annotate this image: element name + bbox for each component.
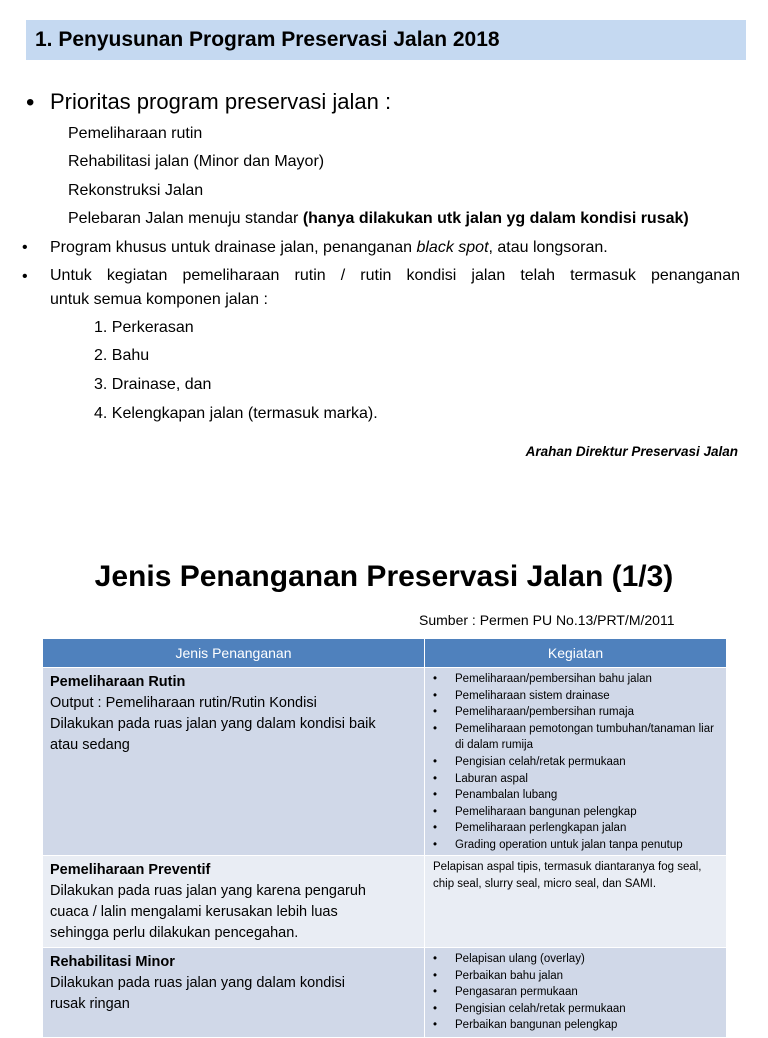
bullet-dot: • (22, 268, 28, 285)
priority-item-bold-note: (hanya dilakukan utk jalan yg dalam kondisi rusak) (302, 210, 689, 227)
jenis-desc-line: Dilakukan pada ruas jalan yang dalam kondisi baik (50, 716, 376, 732)
list-item: • Pemeliharaan sistem drainase (433, 688, 722, 705)
list-item: • Laburan aspal (433, 771, 722, 788)
jenis-desc-line: cuaca / lalin mengalami kerusakan lebih luas (50, 904, 338, 920)
jenis-cell (43, 856, 425, 948)
list-item: • Pelapisan ulang (overlay) (433, 951, 722, 968)
slide2-source: Sumber : Permen PU No.13/PRT/M/2011 (419, 612, 675, 628)
kegiatan-cell (425, 856, 727, 948)
jenis-desc-line: atau sedang (50, 737, 130, 753)
list-item: • Pemeliharaan bangunan pelengkap (433, 804, 722, 821)
column-header: Jenis Penanganan (43, 639, 425, 668)
table-row (43, 668, 727, 856)
numbered-item: 1. Perkerasan (94, 319, 194, 336)
list-item: • Perbaikan bahu jalan (433, 968, 722, 985)
jenis-name: Rehabilitasi Minor (50, 954, 175, 970)
bullet-italic-text: black spot (416, 239, 489, 256)
table-header-row (43, 639, 727, 668)
jenis-desc-line: Output : Pemeliharaan rutin/Rutin Kondisi (50, 695, 317, 711)
jenis-name: Pemeliharaan Preventif (50, 862, 211, 878)
slide1-source: Arahan Direktur Preservasi Jalan (525, 444, 738, 459)
kegiatan-text: Pelapisan aspal tipis, termasuk diantaranya fog seal, chip seal, slurry seal, micro seal, dan SAMI. (433, 861, 702, 890)
kegiatan-list (433, 671, 722, 854)
table-row (43, 948, 727, 1038)
column-header: Kegiatan (425, 639, 727, 668)
numbered-item: 3. Drainase, dan (94, 376, 212, 393)
jenis-cell (43, 948, 425, 1038)
list-item: • Perbaikan bangunan pelengkap (433, 1017, 722, 1034)
list-item: • Pengisian celah/retak permukaan (433, 754, 722, 771)
priority-item (68, 210, 689, 228)
bullet-text: Program khusus untuk drainase jalan, penanganan (50, 239, 417, 256)
slide1-title: 1. Penyusunan Program Preservasi Jalan 2018 (35, 28, 500, 51)
numbered-item: 2. Bahu (94, 347, 150, 364)
jenis-name: Pemeliharaan Rutin (50, 674, 186, 690)
slide2-title: Jenis Penanganan Preservasi Jalan (1/3) (94, 560, 674, 593)
program-khusus-bullet (50, 239, 608, 257)
jenis-desc-line: Dilakukan pada ruas jalan yang karena pengaruh (50, 883, 366, 899)
list-item: • Pemeliharaan perlengkapan jalan (433, 820, 722, 837)
list-item: • Penambalan lubang (433, 787, 722, 804)
kegiatan-cell (425, 668, 727, 856)
table-row (43, 856, 727, 948)
bullet-dot: • (22, 239, 28, 256)
list-item: • Grading operation untuk jalan tanpa penutup (433, 837, 722, 854)
jenis-desc-line: sehingga perlu dilakukan pencegahan. (50, 925, 299, 941)
list-item: • Pengisian celah/retak permukaan (433, 1001, 722, 1018)
numbered-item: 4. Kelengkapan jalan (termasuk marka). (94, 405, 378, 422)
list-item: • Pengasaran permukaan (433, 984, 722, 1001)
pemeliharaan-bullet-line1: Untuk kegiatan pemeliharaan rutin / rutin kondisi jalan telah termasuk penanganan (50, 267, 740, 284)
list-item: • Pemeliharaan/pembersihan rumaja (433, 704, 722, 721)
bullet-dot: • (26, 89, 35, 116)
priority-item: Rehabilitasi jalan (Minor dan Mayor) (68, 153, 325, 170)
main-bullet: Prioritas program preservasi jalan : (50, 89, 392, 114)
priority-item-text: Pelebaran Jalan menuju standar (68, 210, 303, 227)
kegiatan-list (433, 951, 722, 1034)
bullet-text: , atau longsoran. (488, 239, 608, 256)
jenis-cell (43, 668, 425, 856)
list-item: • Pemeliharaan pemotongan tumbuhan/tanaman liar di dalam rumija (433, 721, 722, 754)
list-item: • Pemeliharaan/pembersihan bahu jalan (433, 671, 722, 688)
jenis-desc-line: rusak ringan (50, 996, 130, 1012)
priority-item: Pemeliharaan rutin (68, 125, 203, 142)
kegiatan-cell (425, 948, 727, 1038)
priority-item: Rekonstruksi Jalan (68, 182, 204, 199)
jenis-desc-line: Dilakukan pada ruas jalan yang dalam kondisi (50, 975, 346, 991)
preservasi-table (42, 638, 727, 1038)
pemeliharaan-bullet-line2: untuk semua komponen jalan : (50, 291, 268, 308)
